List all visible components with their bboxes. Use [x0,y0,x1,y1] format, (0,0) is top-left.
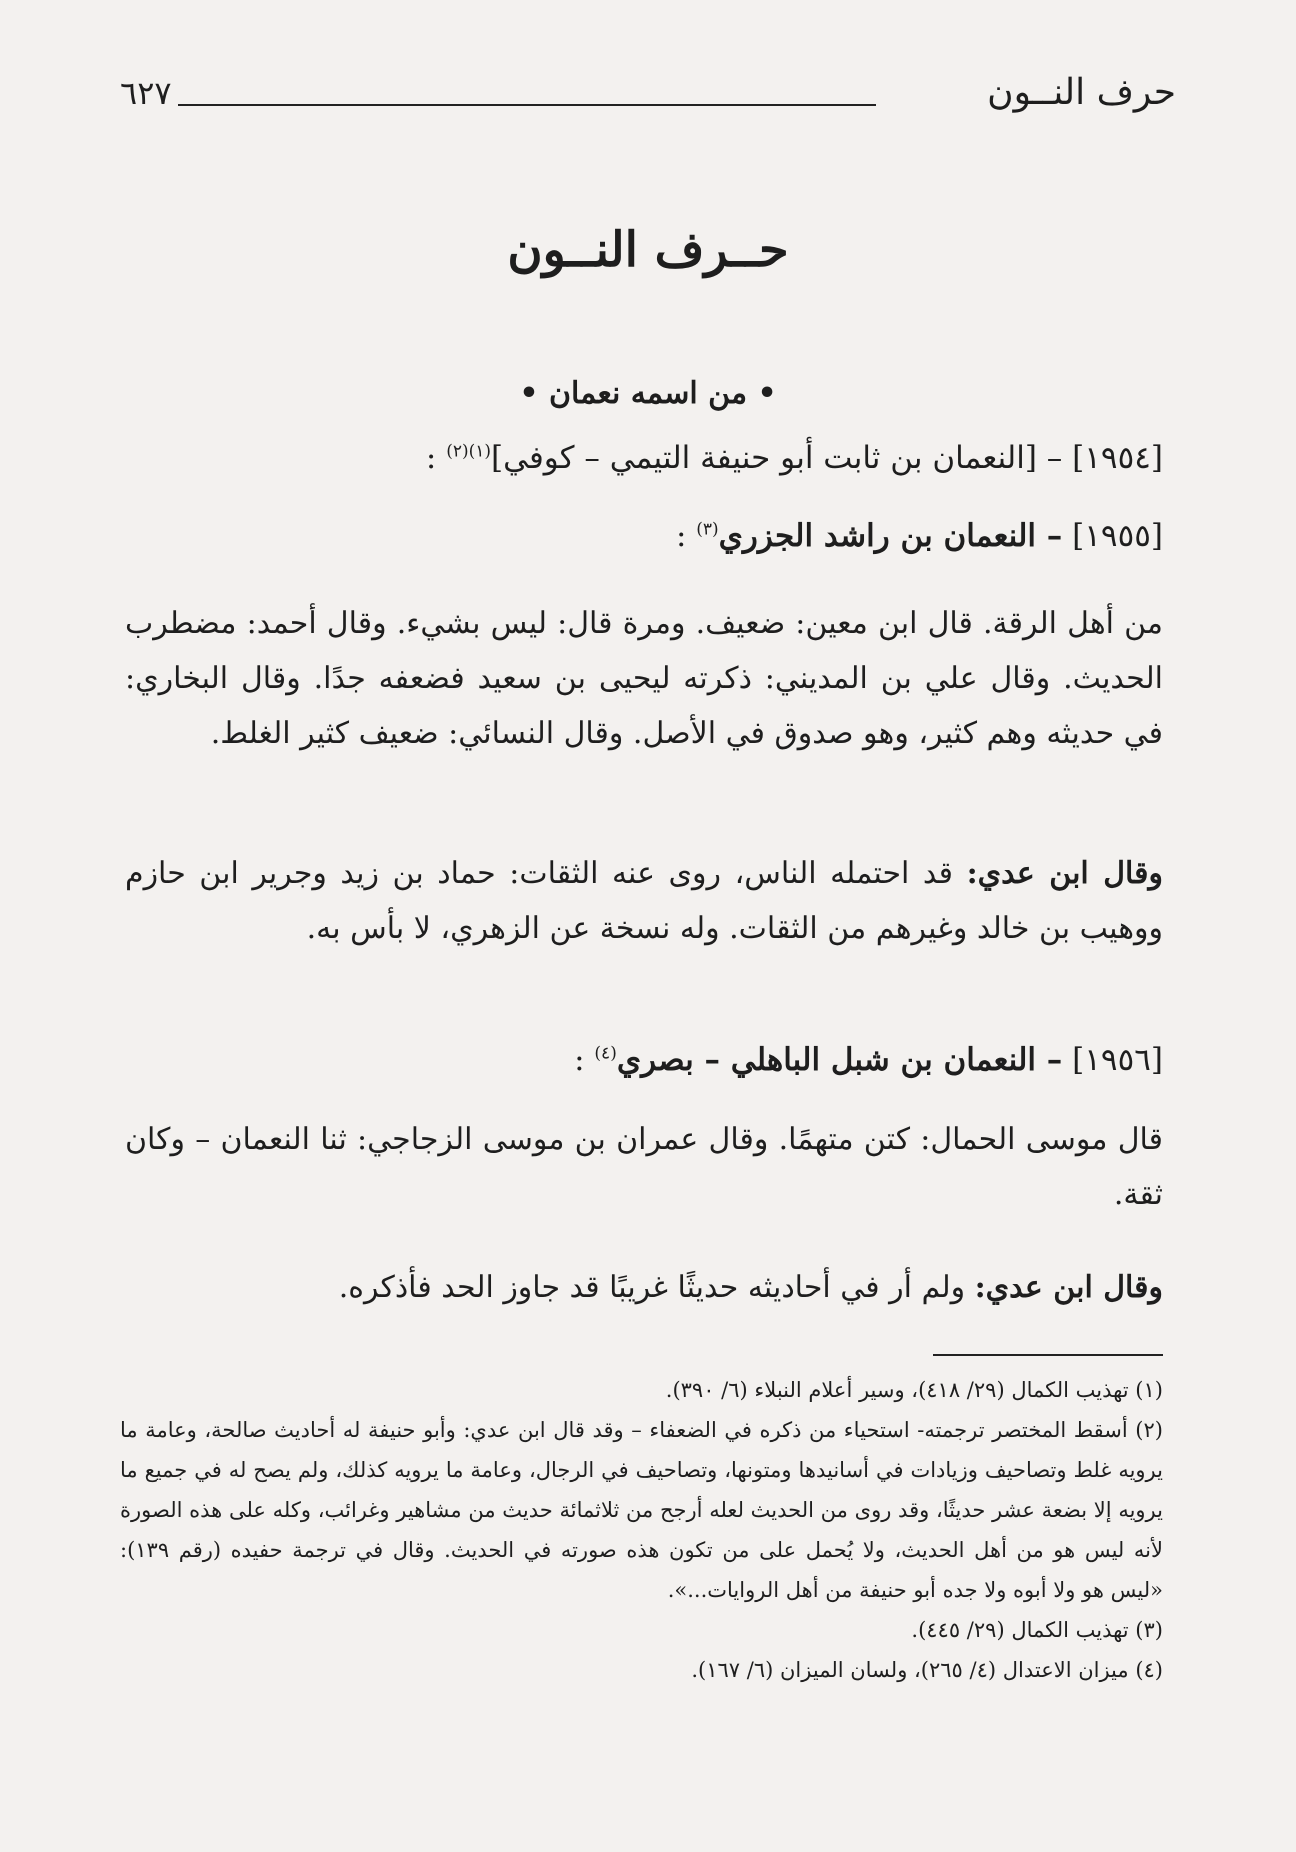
page-number: ٦٢٧ [120,74,172,112]
paragraph-1956-b [125,1260,1163,1315]
running-header [120,72,1176,132]
section-title: • من اسمه نعمان • [519,376,777,411]
footnotes [120,1370,1163,1690]
entry-heading-1956 [120,1042,1163,1078]
entry-heading-1955 [120,518,1163,554]
footnote-4: (٤) ميزان الاعتدال (٤/ ٢٦٥)، ولسان الميزان (٦/ ١٦٧). [691,1658,1163,1682]
entry-heading-1954 [120,440,1163,476]
header-rule [178,104,876,106]
entry-colon: : [675,518,687,554]
chapter-title: حــرف النــون [507,222,789,278]
footnote-marks: (٤) [594,1043,617,1064]
paragraph-lead: وقال ابن عدي: [974,1270,1163,1305]
entry-colon: : [425,440,437,476]
entry-number: [١٩٥٦] [1072,1042,1163,1078]
running-header-title: حرف النــون [987,72,1176,113]
footnote-3: (٣) تهذيب الكمال (٢٩/ ٤٤٥). [911,1618,1163,1642]
entry-name: – النعمان بن شبل الباهلي – بصري [616,1042,1063,1078]
entry-number: [١٩٥٤] [1072,440,1163,476]
paragraph-text: قد احتمله الناس، روى عنه الثقات: حماد بن زيد وجرير ابن حازم ووهيب بن خالد وغيرهم من الثقات. وله نسخة عن الزهري، لا بأس به. [125,856,1163,946]
paragraph-1955-a [125,596,1163,761]
paragraph-lead: وقال ابن عدي: [966,856,1163,891]
paragraph-1955-b [125,846,1163,956]
footnote-1: (١) تهذيب الكمال (٢٩/ ٤١٨)، وسير أعلام النبلاء (٦/ ٣٩٠). [665,1378,1163,1402]
entry-name: – النعمان بن راشد الجزري [718,518,1063,554]
entry-colon: : [574,1042,585,1078]
footnote-2: (٢) أسقط المختصر ترجمته- استحياء من ذكره في الضعفاء – وقد قال ابن عدي: وأبو حنيفة له أحاديث صالحة، وعامة ما يرويه غلط وتصاحيف وزيادات في أسانيدها ومتونها، وتصاحيف في الرجال، وعامة ما يرويه كذلك، ولم يصح له في جميع ما يرويه إلا بضعة عشر حديثًا، وقد روى من الحديث لعله أرجح من ثلاثمائة حديث من مشاهير وغرائب، وكله على هذه الصورة لأنه ليس هو من أهل الحديث، ولا يُحمل على من تكون هذه صورته في الحديث. وقال في ترجمة حفيده (رقم ١٣٩): «ليس هو ولا أبوه ولا جده أبو حنيفة من أهل الروايات...». [120,1418,1163,1602]
entry-name: – [النعمان بن ثابت أبو حنيفة التيمي – كوفي] [491,440,1063,476]
footnote-marks: (٣) [696,519,719,540]
footnote-marks: (١)(٢) [446,441,492,462]
footnote-separator [933,1354,1163,1356]
paragraph-1956-a [125,1112,1163,1222]
paragraph-text: من أهل الرقة. قال ابن معين: ضعيف. ومرة قال: ليس بشيء. وقال أحمد: مضطرب الحديث. وقال علي بن المديني: ذكرته ليحيى بن سعيد فضعفه جدًا. وقال البخاري: في حديثه وهم كثير، وهو صدوق في الأصل. وقال النسائي: ضعيف كثير الغلط. [125,606,1163,751]
paragraph-text: ولم أر في أحاديثه حديثًا غريبًا قد جاوز الحد فأذكره. [338,1270,975,1305]
entry-number: [١٩٥٥] [1072,518,1163,554]
paragraph-text: قال موسى الحمال: كتن متهمًا. وقال عمران بن موسى الزجاجي: ثنا النعمان – وكان ثقة. [125,1122,1163,1212]
